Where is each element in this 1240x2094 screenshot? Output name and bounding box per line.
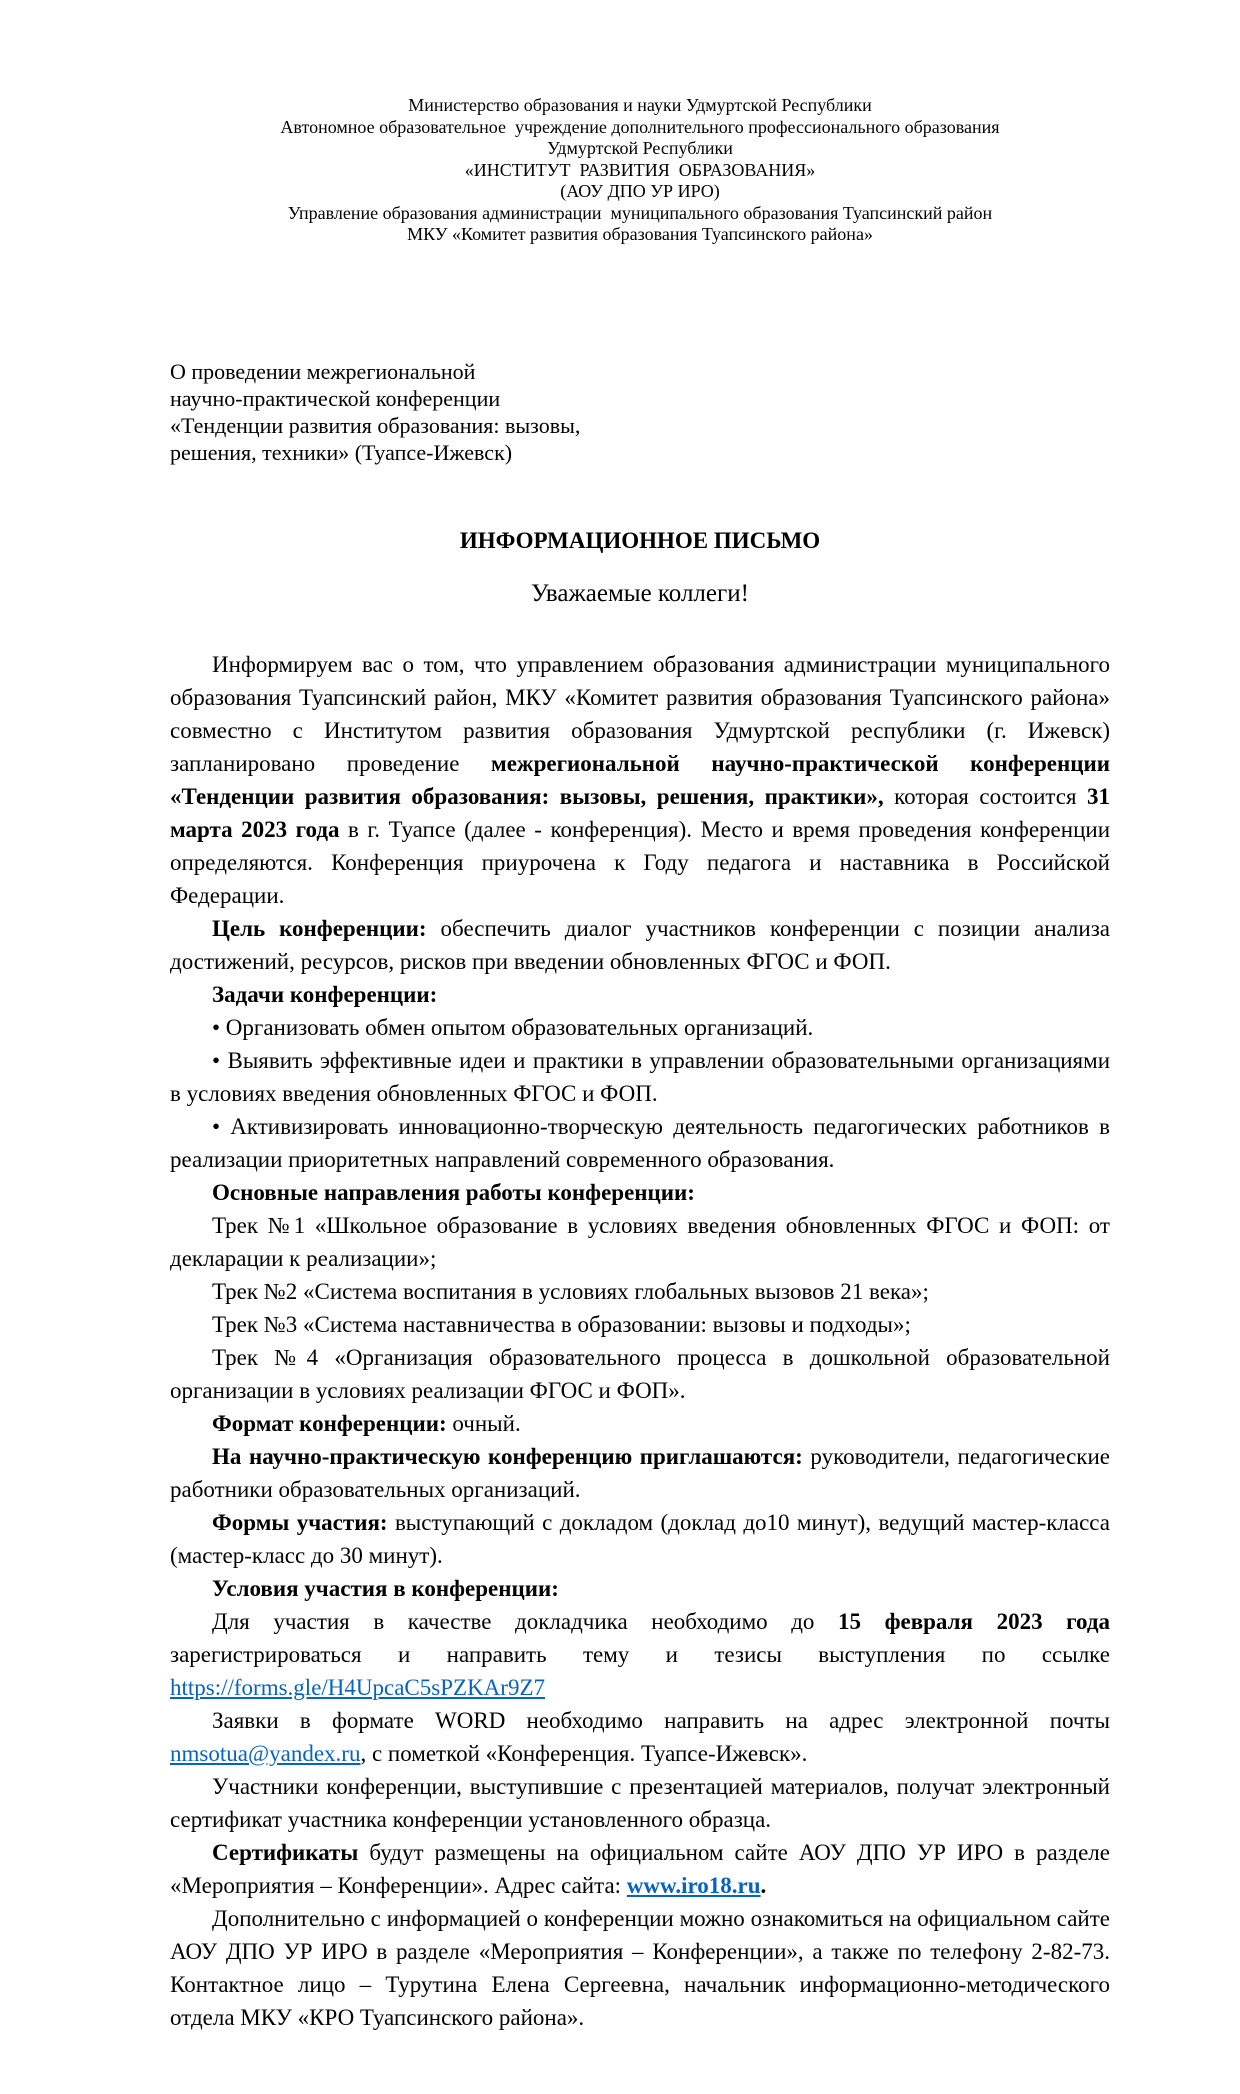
site-link[interactable]: www.iro18.ru xyxy=(626,1872,761,1898)
paragraph-15 xyxy=(170,1572,1110,1605)
text-run: очный. xyxy=(446,1410,521,1436)
text-run: Формы участия: xyxy=(212,1509,388,1535)
text-run: Трек №3 «Система наставничества в образовании: вызовы и подходы»; xyxy=(212,1311,911,1337)
text-run: Информируем вас о том, что управлением образования администрации муниципального образования Туапсинский район, МКУ «Комитет развития образования Туапсинского района» совместно с Институтом развития образования Удмуртской республики (г. Ижевск) запланировано проведение xyxy=(170,651,1110,776)
letterhead-line: Автономное образовательное учреждение дополнительного профессионального образования xyxy=(280,116,1000,137)
subject-line: научно-практической конференции xyxy=(170,385,501,411)
letterhead-line: МКУ «Комитет развития образования Туапсинского района» xyxy=(407,224,873,244)
subject-line: «Тенденции развития образования: вызовы, xyxy=(170,412,581,438)
paragraph-4 xyxy=(170,1011,1110,1044)
paragraph-8 xyxy=(170,1209,1110,1275)
text-run: Заявки в формате WORD необходимо направить на адрес электронной почты xyxy=(212,1707,1110,1733)
text-run: будут размещены на официальном сайте АОУ ДПО УР ИРО в разделе «Мероприятия – Конференции». Адрес сайта: xyxy=(170,1839,1110,1898)
letterhead-line: Управление образования администрации муниципального образования Туапсинский район xyxy=(287,202,993,223)
text-run: Сертификаты xyxy=(212,1839,359,1865)
letterhead-line: Министерство образования и науки Удмуртской Республики xyxy=(408,95,872,115)
text-run: 15 февраля 2023 года xyxy=(838,1608,1110,1634)
text-run: • Активизировать инновационно-творческую деятельность педагогических работников в реализации приоритетных направлений современного образования. xyxy=(170,1113,1110,1172)
text-run: Цель конференции: xyxy=(212,915,427,941)
letterhead-line: Удмуртской Республики xyxy=(547,138,733,158)
text-run: • Организовать обмен опытом образовательных организаций. xyxy=(212,1014,814,1040)
paragraph-20 xyxy=(170,1902,1110,2034)
paragraph-16 xyxy=(170,1605,1110,1704)
text-run: Участники конференции, выступившие с презентацией материалов, получат электронный сертификат участника конференции установленного образца. xyxy=(170,1773,1110,1832)
text-run: Трек №2 «Система воспитания в условиях глобальных вызовов 21 века»; xyxy=(212,1278,929,1304)
document-title: ИНФОРМАЦИОННОЕ ПИСЬМО xyxy=(459,527,821,553)
paragraph-10 xyxy=(170,1308,1110,1341)
text-run: Трек №1 «Школьное образование в условиях введения обновленных ФГОС и ФОП: от декларации к реализации»; xyxy=(170,1212,1110,1271)
paragraph-19 xyxy=(170,1836,1110,1902)
text-run: На научно-практическую конференцию приглашаются: xyxy=(212,1443,803,1469)
text-run: которая состоится xyxy=(883,783,1088,809)
letterhead xyxy=(170,95,1110,246)
paragraph-6 xyxy=(170,1110,1110,1176)
text-run: Трек №4 «Организация образовательного процесса в дошкольной образовательной организации в условиях реализации ФГОС и ФОП». xyxy=(170,1344,1110,1403)
registration-form-link[interactable]: https://forms.gle/H4UpcaC5sPZKAr9Z7 xyxy=(170,1674,545,1700)
body xyxy=(170,648,1110,2034)
paragraph-3 xyxy=(170,978,1110,1011)
text-run: выступающий с докладом (доклад до10 минут), ведущий мастер-класса (мастер-класс до 30 минут). xyxy=(170,1509,1110,1568)
letterhead-line: «ИНСТИТУТ РАЗВИТИЯ ОБРАЗОВАНИЯ» xyxy=(464,159,816,180)
paragraph-9 xyxy=(170,1275,1110,1308)
paragraph-17 xyxy=(170,1704,1110,1770)
text-run: • Выявить эффективные идеи и практики в управлении образовательными организациями в условиях введения обновленных ФГОС и ФОП. xyxy=(170,1047,1110,1106)
text-run: Основные направления работы конференции: xyxy=(212,1179,695,1205)
text-run: , с пометкой «Конференция. Туапсе-Ижевск». xyxy=(360,1740,808,1766)
text-run: обеспечить диалог участников конференции с позиции анализа достижений, ресурсов, рисков при введении обновленных ФГОС и ФОП. xyxy=(170,915,1111,974)
subject-line: решения, техники» (Туапсе-Ижевск) xyxy=(170,439,513,465)
paragraph-12 xyxy=(170,1407,1110,1440)
text-run: . xyxy=(760,1872,767,1898)
text-run: Дополнительно с информацией о конференции можно ознакомиться на официальном сайте АОУ ДПО УР ИРО в разделе «Мероприятия – Конференции», а также по телефону 2-82-73. Контактное лицо – Турутина Елена Сергеевна, начальник информационно-методического отдела МКУ «КРО Туапсинского района». xyxy=(170,1905,1110,2030)
text-run: 31 марта 2023 года xyxy=(170,783,1111,842)
paragraph-14 xyxy=(170,1506,1110,1572)
paragraph-7 xyxy=(170,1176,1110,1209)
greeting: Уважаемые коллеги! xyxy=(531,579,749,607)
paragraph-13 xyxy=(170,1440,1110,1506)
email-link[interactable]: nmsotua@yandex.ru xyxy=(170,1740,361,1766)
text-run: зарегистрироваться и направить тему и тезисы выступления по ссылке xyxy=(170,1641,1110,1667)
subject-block xyxy=(170,358,730,466)
subject-line: О проведении межрегиональной xyxy=(170,358,476,384)
paragraph-1 xyxy=(170,648,1110,912)
paragraph-18 xyxy=(170,1770,1110,1836)
paragraph-5 xyxy=(170,1044,1110,1110)
text-run: в г. Туапсе (далее - конференция). Место и время проведения конференции определяются. Конференция приурочена к Году педагога и наставника в Российской Федерации. xyxy=(170,816,1111,908)
text-run: руководители, педагогические работники образовательных организаций. xyxy=(170,1443,1110,1502)
paragraph-2 xyxy=(170,912,1110,978)
text-run: Условия участия в конференции: xyxy=(212,1575,559,1601)
text-run: Для участия в качестве докладчика необходимо до xyxy=(212,1608,839,1634)
letterhead-line: (АОУ ДПО УР ИРО) xyxy=(560,181,720,201)
text-run: межрегиональной научно-практической конференции «Тенденции развития образования: вызовы, решения, практики», xyxy=(170,750,1110,809)
paragraph-11 xyxy=(170,1341,1110,1407)
text-run: Задачи конференции: xyxy=(212,981,438,1007)
text-run: Формат конференции: xyxy=(212,1410,447,1436)
